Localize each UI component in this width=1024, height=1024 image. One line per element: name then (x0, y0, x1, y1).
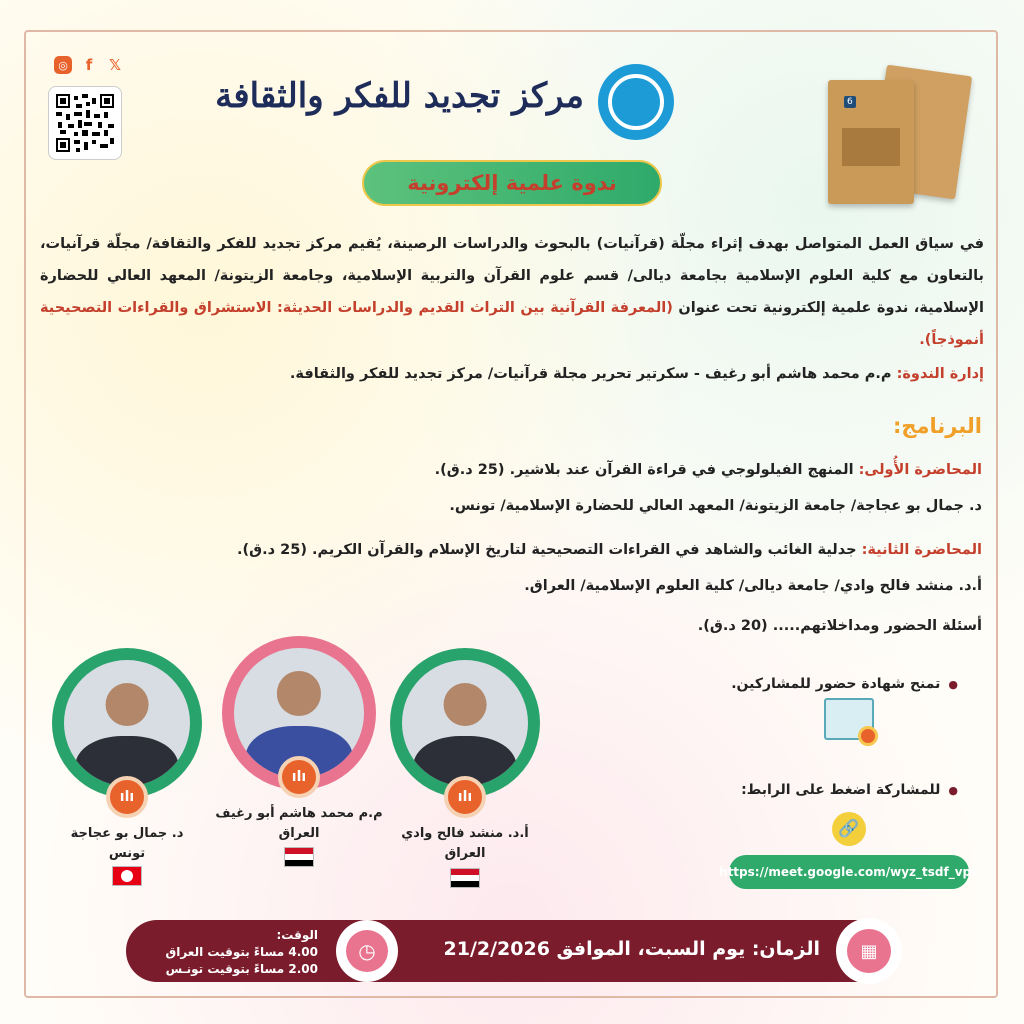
link-icon[interactable]: 🔗 (832, 812, 866, 846)
clock-icon: ◷ (336, 920, 398, 982)
lecture-1-text: المنهج الفيلولوجي في قراءة القرآن عند بلاشير. (25 د.ق). (434, 462, 859, 478)
speaker-name-2: م.م محمد هاشم أبو رغيف (215, 806, 383, 821)
seminar-management (40, 366, 984, 382)
instagram-icon[interactable]: ◎ (54, 56, 72, 74)
magazine-covers (828, 66, 978, 216)
time-iraq: 4.00 مساءً بتوقيت العراق (165, 945, 318, 959)
center-logo (215, 62, 680, 152)
calendar-icon: ▦ (836, 918, 902, 984)
lecture-1 (435, 462, 982, 478)
microphone-icon: ılı (278, 756, 320, 798)
tunisia-flag-icon (112, 866, 142, 886)
management-label: إدارة الندوة: (896, 366, 984, 382)
speaker-country-1: تونس (108, 846, 146, 861)
event-title: ندوة علمية إلكترونية (362, 160, 662, 206)
time-block (140, 927, 318, 978)
meeting-link[interactable]: https://meet.google.com/wyz_tsdf_vpv (729, 855, 969, 889)
management-text: م.م محمد هاشم أبو رغيف - سكرتير تحرير مجلة قرآنيات/ مركز تجديد للفكر والثقافة. (289, 366, 897, 382)
magazine-cover-front (828, 80, 914, 204)
social-icons (54, 56, 124, 74)
lecture-2-label: المحاضرة الثانية: (861, 542, 982, 558)
speaker-name-1: د. جمال بو عجاجة (70, 826, 184, 841)
intro-paragraph (40, 228, 984, 356)
speaker-country-2: العراق (278, 826, 320, 841)
lecture-1-speaker: د. جمال بو عجاجة/ جامعة الزيتونة/ المعهد العالي للحضارة الإسلامية/ تونس. (449, 498, 982, 514)
qr-code (48, 86, 122, 160)
questions-session: أسئلة الحضور ومداخلاتهم..... (20 د.ق). (697, 618, 982, 634)
time-label: الوقت: (276, 928, 318, 942)
time-tunisia: 2.00 مساءً بتوقيت تونـس (165, 962, 318, 976)
lecture-2-text: جدلية الغائب والشاهد في القراءات التصحيحية لتاريخ الإسلام والقرآن الكريم. (25 د.ق). (237, 542, 862, 558)
qr-code-graphic (54, 92, 116, 154)
certificate-icon (824, 698, 874, 740)
lecture-2 (237, 542, 982, 558)
event-date: الزمان: يوم السبت، الموافق 21/2/2026 (443, 938, 820, 960)
microphone-icon: ılı (444, 776, 486, 818)
x-icon[interactable]: 𝕏 (108, 56, 122, 74)
certificate-note: ● تمنح شهادة حضور للمشاركين. (731, 676, 958, 692)
program-title: البرنامج: (892, 414, 982, 438)
microphone-icon: ılı (106, 776, 148, 818)
facebook-icon[interactable]: f (85, 56, 93, 74)
speaker-photo-3 (402, 660, 528, 786)
link-note: ● للمشاركة اضغط على الرابط: (741, 782, 958, 798)
lecture-2-speaker: أ.د. منشد فالح وادي/ جامعة ديالى/ كلية العلوم الإسلامية/ العراق. (524, 578, 982, 594)
iraq-flag-icon (284, 847, 314, 867)
lecture-1-label: المحاضرة الأُولى: (858, 462, 982, 478)
speaker-name-3: أ.د. منشد فالح وادي (401, 826, 529, 841)
iraq-flag-icon (450, 868, 480, 888)
speaker-country-3: العراق (444, 846, 486, 861)
logo-text: مركز تجديد للفكر والثقافة (215, 76, 584, 116)
seminar-title: (المعرفة القرآنية بين التراث القديم والدراسات الحديثة: الاستشراق والقراءات التصحيحية أنموذجاً). (40, 300, 984, 348)
speaker-photo-1 (64, 660, 190, 786)
intro-text: في سياق العمل المتواصل بهدف إثراء مجلّة (قرآنيات) بالبحوث والدراسات الرصينة، يُقيم مركز تجديد للفكر والثقافة/ مجلّة قرآنيات، بالتعاون مع كلية العلوم الإسلامية بجامعة ديالى/ قسم علوم القرآن والتربية الإسلامية، وجامعة الزيتونة/ المعهد العالي للحضارة الإسلامية، ندوة علمية إلكترونية تحت عنوان (40, 236, 985, 316)
logo-emblem-icon (598, 64, 674, 140)
magazine-issue-number: 6 (844, 96, 856, 108)
